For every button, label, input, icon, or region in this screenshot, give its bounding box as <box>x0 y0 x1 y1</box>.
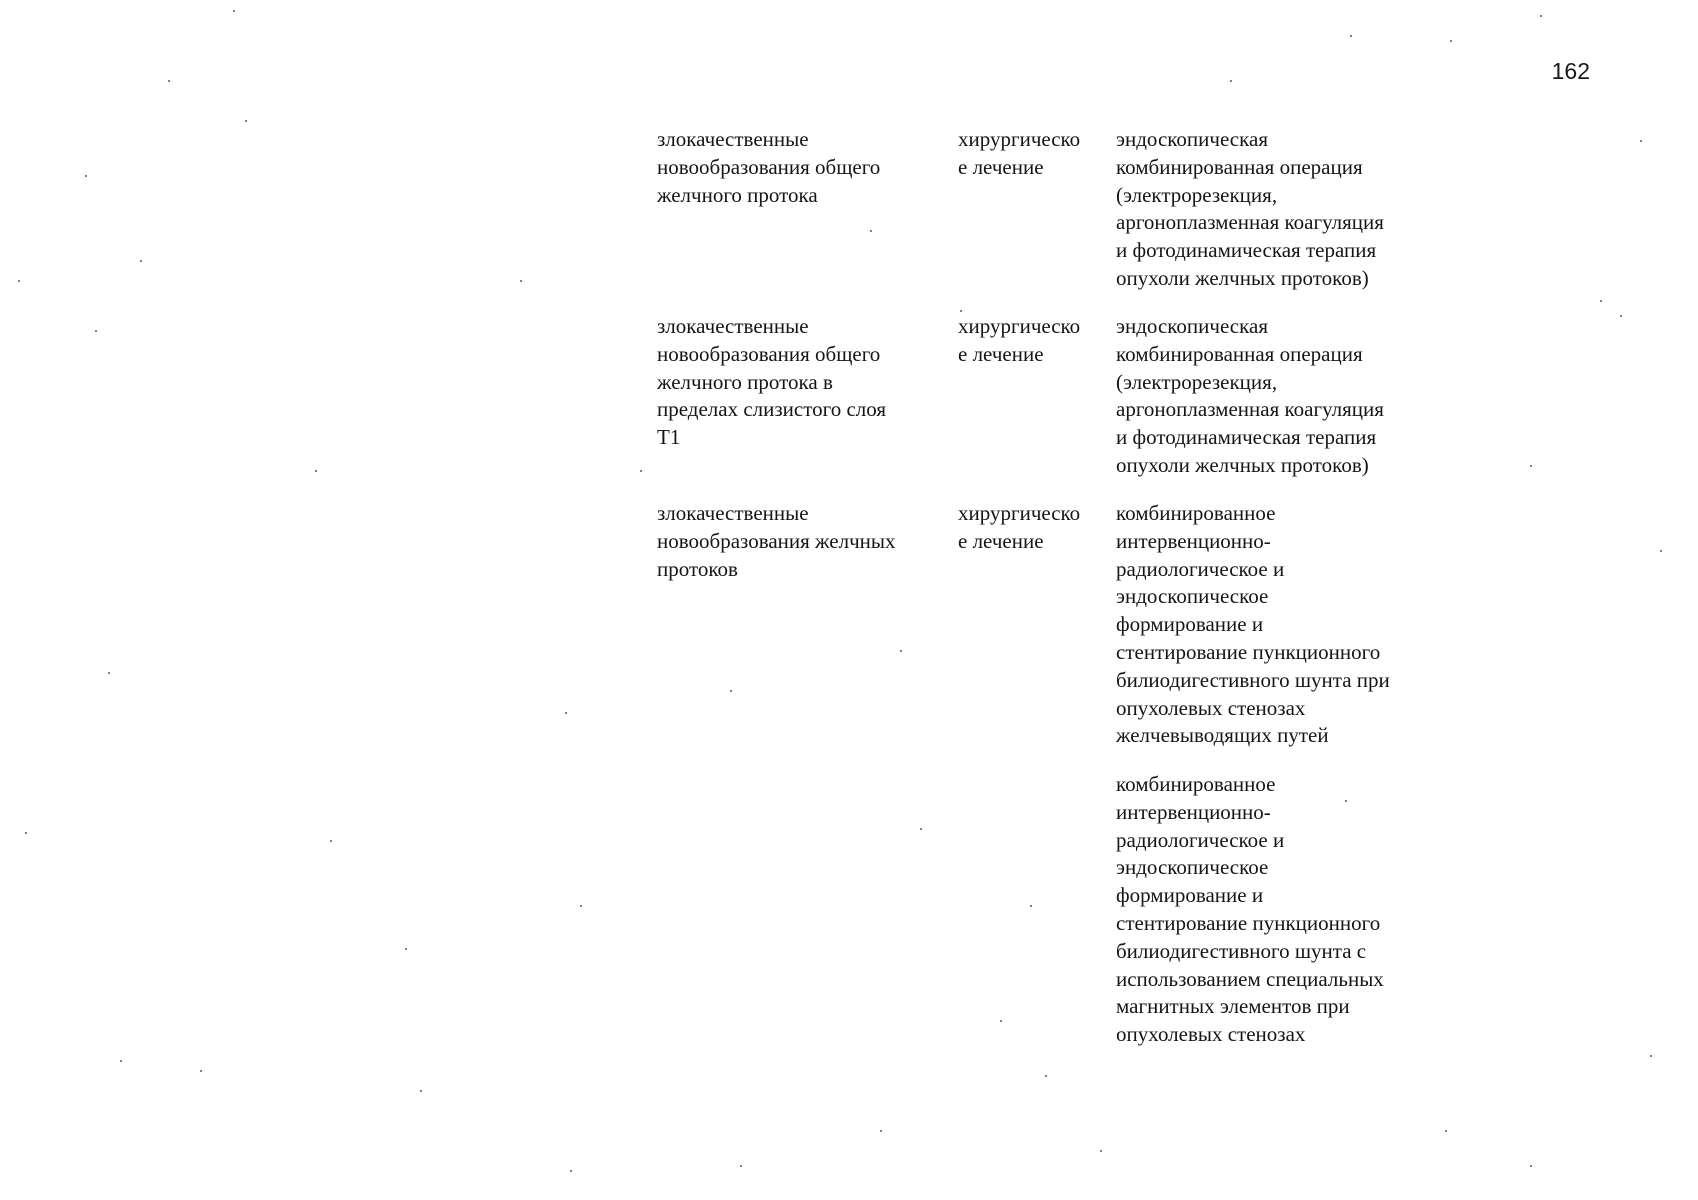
scan-speck <box>1350 35 1352 37</box>
scan-speck <box>120 1060 122 1062</box>
scan-speck <box>570 1170 572 1172</box>
treatment-method-cell: комбинированное интервенционно- радиологическое и эндоскопическое формирование и стентирование пункционного билиодигестивного шунта при опухолевых стенозах желчевыводящих путей <box>1116 501 1390 748</box>
scan-speck <box>565 712 567 714</box>
scan-speck <box>740 1165 742 1167</box>
page-number: 162 <box>1551 58 1590 84</box>
scan-speck <box>1345 800 1347 802</box>
scan-speck <box>1650 1055 1652 1057</box>
treatment-method-cell: эндоскопическая комбинированная операция (электрорезекция, аргоноплазменная коагуляция и фотодинамическая терапия опухоли желчных протоков) <box>1116 127 1384 290</box>
scan-speck <box>1640 140 1642 142</box>
scan-speck <box>18 280 20 282</box>
diagnosis-cell: злокачественные новообразования общего желчного протока в пределах слизистого слоя Т1 <box>657 314 887 450</box>
scan-speck <box>1450 40 1452 42</box>
scan-speck <box>1445 1130 1447 1132</box>
diagnosis-cell: злокачественные новообразования общего желчного протока <box>657 127 881 207</box>
diagnosis-cell: злокачественные новообразования желчных протоков <box>657 501 896 581</box>
scan-speck <box>200 1070 202 1072</box>
scan-speck <box>920 828 922 830</box>
scan-speck <box>330 840 332 842</box>
scan-speck <box>1100 1150 1102 1152</box>
scan-speck <box>730 690 732 692</box>
scan-speck <box>1530 1165 1532 1167</box>
scan-speck <box>960 310 962 312</box>
scan-speck <box>1620 315 1622 317</box>
scan-speck <box>140 260 142 262</box>
scan-speck <box>1540 15 1542 17</box>
scan-speck <box>315 470 317 472</box>
scan-speck <box>168 80 170 82</box>
scan-speck <box>108 672 110 674</box>
scan-speck <box>1600 300 1602 302</box>
scan-speck <box>580 905 582 907</box>
scan-speck <box>1000 1020 1002 1022</box>
treatment-type-cell: хирургическо е лечение <box>958 501 1081 553</box>
treatment-method-cell: эндоскопическая комбинированная операция (электрорезекция, аргоноплазменная коагуляция и фотодинамическая терапия опухоли желчных протоков) <box>1116 314 1384 477</box>
scan-speck <box>1045 1075 1047 1077</box>
scan-speck <box>233 10 235 12</box>
scan-speck <box>870 230 872 232</box>
scan-speck <box>405 948 407 950</box>
scan-speck <box>640 470 642 472</box>
scan-speck <box>25 832 27 834</box>
scan-speck <box>245 120 247 122</box>
scan-speck <box>520 280 522 282</box>
scan-speck <box>95 330 97 332</box>
scan-speck <box>420 1090 422 1092</box>
scan-speck <box>1530 465 1532 467</box>
scan-speck <box>1030 905 1032 907</box>
scan-speck <box>85 175 87 177</box>
treatment-method-cell: комбинированное интервенционно- радиологическое и эндоскопическое формирование и стентирование пункционного билиодигестивного шунта с использованием специальных магнитных элементов при опухолевых стенозах <box>1116 772 1384 1047</box>
scan-speck <box>1660 550 1662 552</box>
scan-speck <box>880 1130 882 1132</box>
scan-speck <box>900 650 902 652</box>
treatment-type-cell: хирургическо е лечение <box>958 127 1081 179</box>
scan-speck <box>1230 80 1232 82</box>
treatment-type-cell: хирургическо е лечение <box>958 314 1081 366</box>
